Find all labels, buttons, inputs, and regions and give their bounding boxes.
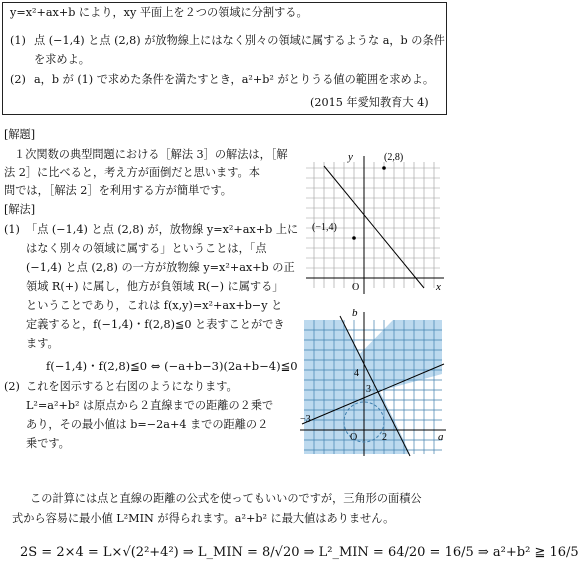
- part2-line-3: あり，その最小値は b=−2a+4 までの距離の２: [26, 418, 269, 431]
- part1-line-7: ます。: [26, 337, 59, 350]
- method-header: [解法]: [4, 203, 36, 216]
- intro-line-1: １次関数の典型問題における［解法 3］の解法は，［解: [14, 148, 288, 161]
- part2-number: (2): [4, 380, 20, 393]
- q1-line1: 点 (−1,4) と点 (2,8) が放物線上にはなく別々の領域に属するような a，b の条件: [34, 34, 445, 47]
- graph2-origin-label: O: [350, 432, 358, 443]
- part1-line-2: はなく別々の領域に属する」ということは，「点: [26, 242, 267, 255]
- problem-intro: y=x²+ax+b により，xy 平面上を２つの領域に分割する。: [10, 6, 308, 19]
- q1-line2: を求めよ。: [34, 53, 90, 66]
- point-minus1-4: [352, 236, 356, 240]
- part2-line-2: L²=a²+b² は原点から２直線までの距離の２乗で: [26, 399, 274, 412]
- final-formula: 2S = 2×4 = L×√(2²+4²) ⇒ L_MIN = 8/√20 ⇒ L²_MIN = 64/20 = 16/5 ⇒ a²+b² ≧ 16/5: [20, 545, 579, 560]
- part1-line-5: ということであり，これは f(x,y)=x²+ax+b−y と: [26, 299, 283, 312]
- closing-line-1: この計算には点と直線の距離の公式を使ってもいいのですが，三角形の面積公: [30, 492, 422, 505]
- part1-line-1: 「点 (−1,4) と点 (2,8) が，放物線 y=x²+ax+b 上に: [26, 223, 299, 236]
- part1-number: (1): [4, 223, 20, 236]
- intro-line-2: 法 2］に比べると，考え方が面倒だと思います。本: [4, 166, 260, 179]
- part1-line-3: (−1,4) と点 (2,8) の一方が放物線 y=x²+ax+b の正: [26, 261, 295, 274]
- intro-line-3: 問では，［解法 2］を利用する方が簡単です。: [4, 184, 232, 197]
- graph2-b-label: b: [352, 307, 358, 319]
- graph1-x-label: x: [436, 281, 441, 293]
- graph2-label-neg3: −3: [300, 414, 311, 425]
- part1-formula: f(−1,4)・f(2,8)≦0 ⇔ (−a+b−3)(2a+b−4)≦0: [46, 359, 298, 373]
- graph1-point-a-label: (−1,4): [312, 222, 337, 233]
- graph2-a-label: a: [438, 431, 444, 443]
- part2-line-4: 乗です。: [26, 437, 70, 450]
- graph2-label-2: 2: [382, 432, 387, 443]
- graph1-point-b-label: (2,8): [384, 152, 404, 163]
- ab-graph: [298, 306, 450, 458]
- q1-number: (1): [10, 34, 26, 47]
- part1-line-4: 領域 R(+) に属し，他方が負領域 R(−) に属する」: [26, 280, 284, 293]
- graph2-label-3: 3: [366, 384, 371, 395]
- part2-line-1: これを図示すると右図のようになります。: [26, 380, 238, 393]
- q2-number: (2): [10, 73, 26, 86]
- problem-source: (2015 年愛知教育大 4): [310, 96, 429, 109]
- point-2-8: [382, 166, 386, 170]
- solution-header: [解題]: [4, 128, 36, 141]
- graph2-label-4: 4: [354, 368, 359, 379]
- graph1-origin-label: O: [352, 282, 360, 293]
- closing-line-2: 式から容易に最小値 L²MIN が得られます。a²+b² に最大値はありません。: [12, 512, 395, 525]
- q2-line1: a，b が (1) で求めた条件を満たすとき，a²+b² がとりうる値の範囲を求めよ。: [34, 73, 435, 86]
- xy-graph: [302, 148, 450, 298]
- graph1-y-label: y: [348, 151, 353, 163]
- part1-line-6: 定義すると，f(−1,4)・f(2,8)≦0 と表すことができ: [26, 318, 285, 331]
